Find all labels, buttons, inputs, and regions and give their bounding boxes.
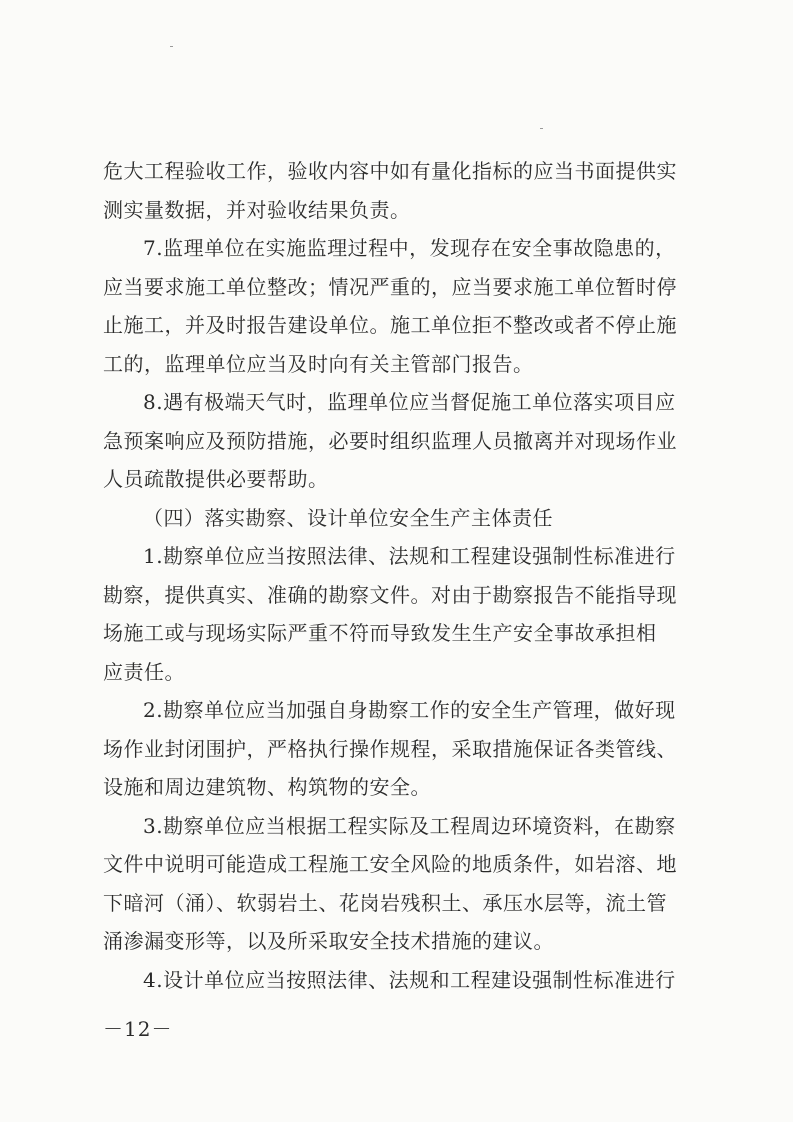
text-line: 应当要求施工单位整改；情况严重的，应当要求施工单位暂时停	[103, 274, 677, 299]
text-line: 下暗河（涌）、软弱岩土、花岗岩残积土、承压水层等，流土管	[103, 890, 667, 915]
text-line: 场作业封闭围护，严格执行操作规程，采取措施保证各类管线、	[103, 736, 677, 761]
text-line: 测实量数据，并对验收结果负责。	[103, 197, 411, 222]
section-heading: （四）落实勘察、设计单位安全生产主体责任	[143, 505, 553, 530]
page-number: －12－	[103, 1017, 173, 1041]
text-line: 止施工，并及时报告建设单位。施工单位拒不整改或者不停止施	[103, 313, 677, 337]
text-line: 急预案响应及预防措施，必要时组织监理人员撤离并对现场作业	[103, 428, 677, 453]
text-line: 1.勘察单位应当按照法律、法规和工程建设强制性标准进行	[143, 544, 676, 568]
text-line: 勘察，提供真实、准确的勘察文件。对由于勘察报告不能指导现	[103, 582, 677, 607]
text-line: 危大工程验收工作，验收内容中如有量化指标的应当书面提供实	[103, 159, 677, 183]
text-line: 3.勘察单位应当根据工程实际及工程周边环境资料，在勘察	[143, 813, 676, 838]
text-line: 文件中说明可能造成工程施工安全风险的地质条件，如岩溶、地	[103, 852, 677, 876]
text-line: 工的，监理单位应当及时向有关主管部门报告。	[103, 351, 534, 376]
text-line: 7.监理单位在实施监理过程中，发现存在安全事故隐患的，	[143, 236, 676, 260]
text-line: 场施工或与现场实际严重不符而导致发生生产安全事故承担相	[103, 621, 657, 645]
text-line: 涌渗漏变形等，以及所采取安全技术措施的建议。	[103, 929, 554, 953]
text-line: 人员疏散提供必要帮助。	[103, 467, 329, 491]
text-line: 2.勘察单位应当加强自身勘察工作的安全生产管理，做好现	[143, 698, 676, 722]
scan-speck	[540, 128, 543, 129]
text-line: 应责任。	[103, 659, 185, 684]
text-line: 4.设计单位应当按照法律、法规和工程建设强制性标准进行	[143, 967, 676, 992]
scan-speck	[170, 46, 173, 47]
body-text	[103, 152, 693, 999]
text-line: 8.遇有极端天气时，监理单位应当督促施工单位落实项目应	[143, 390, 676, 414]
text-line: 设施和周边建筑物、构筑物的安全。	[103, 775, 431, 799]
